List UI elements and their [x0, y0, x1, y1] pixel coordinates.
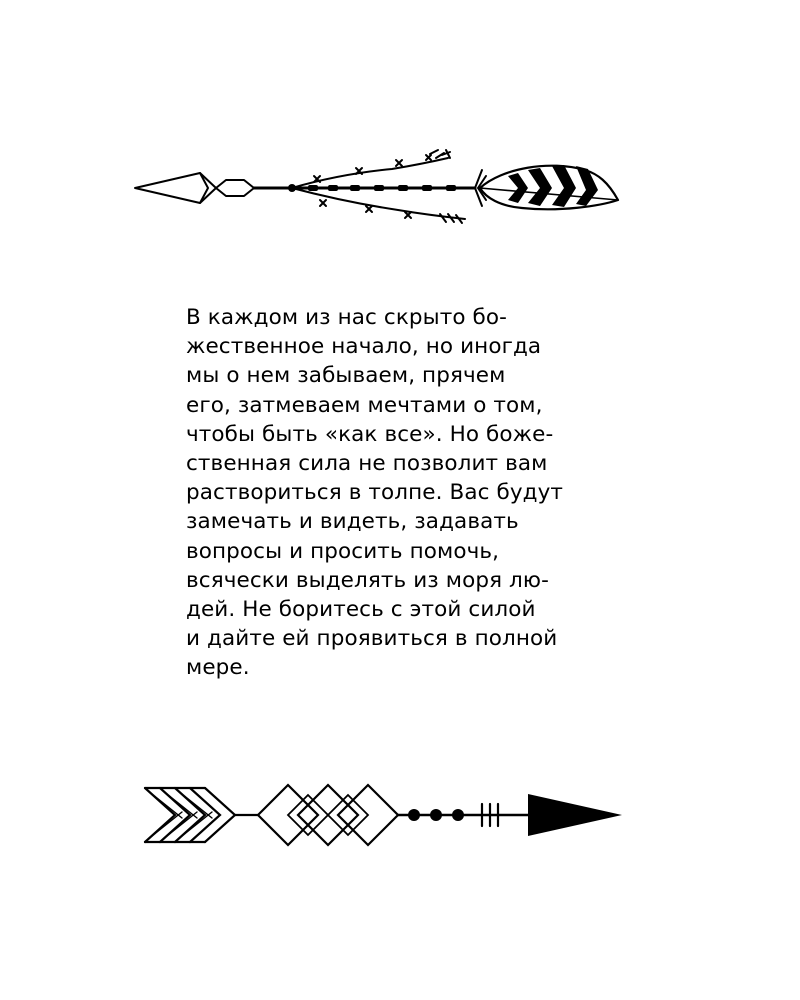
text-line: мере. [186, 655, 250, 681]
text-line: чтобы быть «как все». Но боже- [186, 421, 554, 447]
text-line: дей. Не боритесь с этой силой [186, 597, 536, 623]
text-line: ственная сила не позволит вам [186, 451, 548, 477]
text-line: замечать и видеть, задавать [186, 509, 519, 535]
feathered-arrow-icon [130, 140, 630, 240]
text-line: вопросы и просить помочь, [186, 538, 500, 564]
geometric-arrow-icon [130, 770, 640, 860]
text-line: раствориться в толпе. Вас будут [186, 480, 564, 506]
text-line: его, затмеваем мечтами о том, [186, 392, 543, 418]
text-line: мы о нем забываем, прячем [186, 363, 506, 389]
text-line: В каждом из нас скрыто бо- [186, 305, 508, 330]
text-line: и дайте ей проявиться в полной [186, 626, 558, 652]
text-line: жественное начало, но иногда [186, 334, 542, 360]
text-line: всячески выделять из моря лю- [186, 567, 549, 593]
body-paragraph [186, 303, 616, 683]
